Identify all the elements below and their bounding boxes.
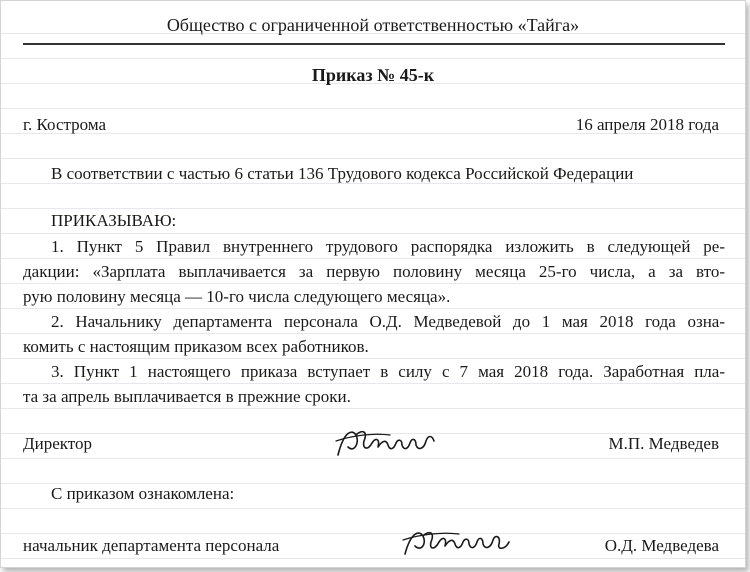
order-item-line: рую половину месяца — 10-го числа следующего месяца». (23, 287, 451, 306)
order-title: Приказ № 45-к (311, 65, 435, 85)
acknowledgement-caption: С приказом ознакомлена: (51, 484, 235, 503)
director-name: М.П. Медведев (608, 434, 719, 453)
order-basis: В соответствии с частью 6 статьи 136 Трудового кодекса Российской Федерации (51, 164, 634, 183)
employee-position: начальник департамента персонала (23, 536, 280, 555)
employee-name: О.Д. Медведева (604, 536, 719, 555)
employee-signature (401, 526, 513, 560)
order-word: ПРИКАЗЫВАЮ: (51, 211, 177, 230)
order-item-1 (23, 234, 725, 309)
order-item-2 (23, 309, 725, 359)
order-item-line: 3. Пункт 1 настоящего приказа вступает в силу с 7 мая 2018 года. Заработная пла- (51, 362, 725, 381)
director-position: Директор (23, 434, 92, 453)
order-item-line: дакции: «Зарплата выплачивается за первую половину месяца 25-го числа, а за вто- (23, 262, 725, 281)
order-item-3 (23, 359, 725, 409)
header-divider (23, 43, 725, 45)
order-date: 16 апреля 2018 года (575, 115, 719, 134)
order-city: г. Кострома (23, 115, 107, 134)
order-item-line: комить с настоящим приказом всех работников. (23, 337, 369, 356)
order-item-line: 2. Начальнику департамента персонала О.Д. Медведевой до 1 мая 2018 года озна- (51, 312, 725, 331)
order-item-line: 1. Пункт 5 Правил внутреннего трудового распорядка изложить в следующей ре- (51, 237, 725, 256)
order-item-line: та за апрель выплачивается в прежние сроки. (23, 387, 351, 406)
director-signature (334, 425, 444, 461)
organization-name: Общество с ограниченной ответственностью «Тайга» (166, 15, 580, 35)
